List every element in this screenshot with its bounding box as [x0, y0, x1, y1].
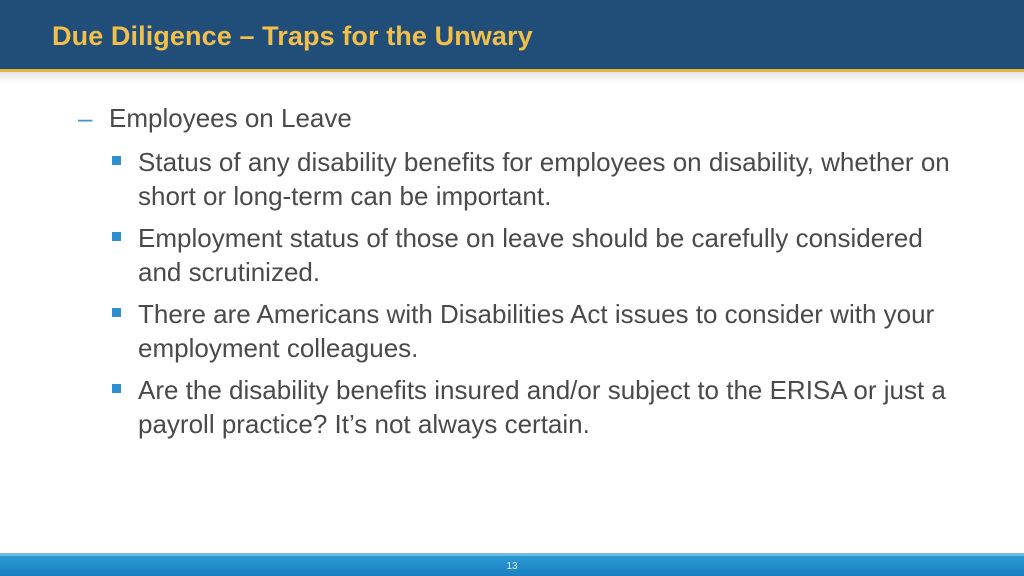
- square-bullet-icon: [112, 156, 121, 165]
- dash-bullet-icon: –: [78, 103, 93, 133]
- bullet-item: [110, 373, 970, 441]
- level1-item: [78, 103, 352, 134]
- bullet-item: [110, 145, 970, 213]
- slide-title: Due Diligence – Traps for the Unwary: [52, 21, 533, 51]
- title-bar-shadow: [0, 72, 1024, 84]
- bullet-list: [110, 145, 970, 449]
- bullet-text: Are the disability benefits insured and/or subject to the ERISA or just a payroll practice? It’s not always certain.: [138, 375, 946, 439]
- bullet-text: There are Americans with Disabilities Act issues to consider with your employment colleagues.: [138, 299, 935, 363]
- bullet-item: [110, 297, 970, 365]
- level1-text: Employees on Leave: [109, 103, 352, 133]
- page-number: 13: [506, 561, 518, 572]
- square-bullet-icon: [112, 384, 121, 393]
- square-bullet-icon: [112, 308, 121, 317]
- square-bullet-icon: [112, 232, 121, 241]
- bullet-item: [110, 221, 970, 289]
- title-bar: [0, 0, 1024, 69]
- bullet-text: Status of any disability benefits for employees on disability, whether on short or long-term can be important.: [138, 147, 950, 211]
- bullet-text: Employment status of those on leave should be carefully considered and scrutinized.: [138, 223, 923, 287]
